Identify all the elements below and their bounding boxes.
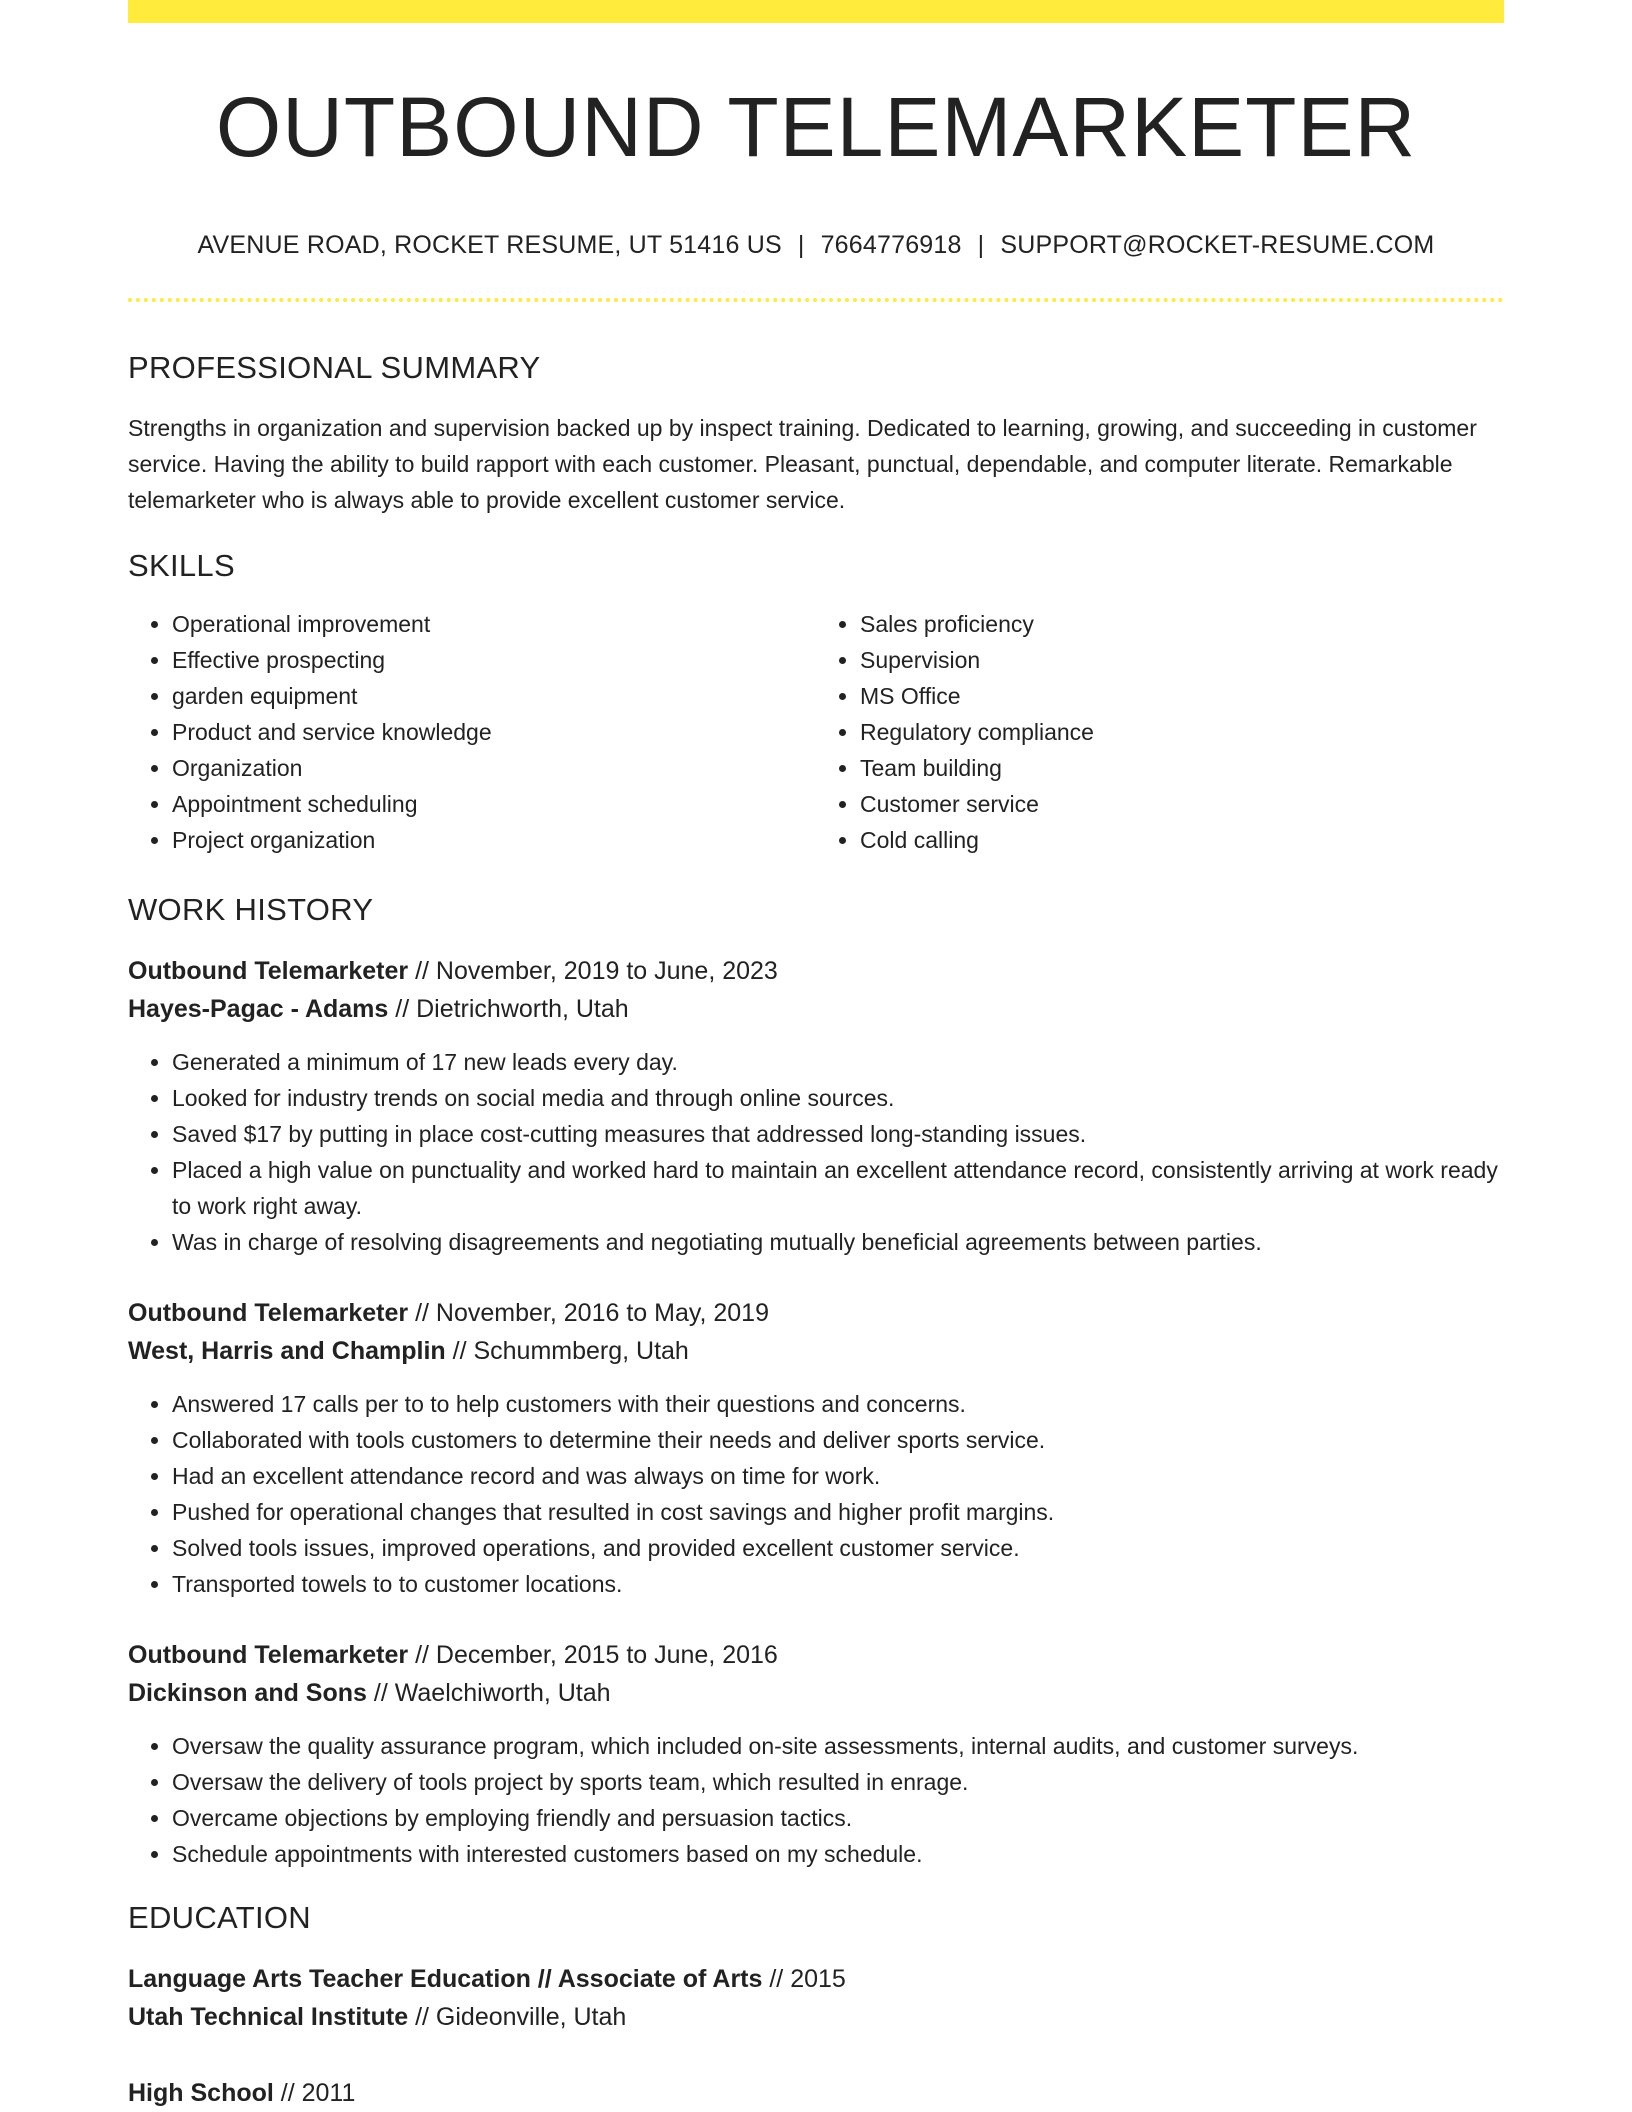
separator: | (797, 231, 805, 259)
job-dates: // November, 2016 to May, 2019 (408, 1299, 769, 1327)
job-title-line (128, 1636, 1504, 1674)
summary-section (128, 350, 1504, 518)
job-bullet: • Oversaw the quality assurance program, which included on-site assessments, internal audits, and customer surveys. (172, 1728, 1504, 1764)
section-title-skills: SKILLS (128, 548, 235, 583)
contact-line (128, 231, 1504, 260)
phone: 7664776918 (820, 231, 962, 259)
section-title-education: EDUCATION (128, 1900, 311, 1935)
job-bullet: • Was in charge of resolving disagreements and negotiating mutually beneficial agreements between parties. (172, 1224, 1504, 1260)
job-role: Outbound Telemarketer (128, 957, 409, 985)
skill-item: • garden equipment (172, 678, 816, 714)
job-bullet: • Placed a high value on punctuality and worked hard to maintain an excellent attendance record, consistently arriving at work ready to work right away. (172, 1152, 1504, 1224)
skill-item: • Operational improvement (172, 606, 816, 642)
job-title-line (128, 1294, 1504, 1332)
job-company-line (128, 990, 1504, 1028)
job-bullet: • Generated a minimum of 17 new leads every day. (172, 1044, 1504, 1080)
education-degree-line (128, 1960, 1504, 1998)
work-history-section (128, 892, 1504, 1872)
education-year: // 2015 (762, 1965, 846, 1993)
job-bullet: • Saved $17 by putting in place cost-cutting measures that addressed long-standing issues. (172, 1116, 1504, 1152)
job-title-line (128, 952, 1504, 990)
job-bullets (128, 1044, 1504, 1260)
summary-text: Strengths in organization and supervision backed up by inspect training. Dedicated to learning, growing, and succeeding in customer service. Having the ability to build rapport with each customer. Pleasant, punctual, dependable, and computer literate. Remarkable telemarketer who is always able to provide excellent customer service. (128, 415, 1477, 513)
education-year: // 2011 (273, 2079, 356, 2107)
skills-list-right (816, 606, 1504, 858)
skill-item: • Product and service knowledge (172, 714, 816, 750)
education-school-line (128, 1998, 1504, 2036)
section-title-work-history: WORK HISTORY (128, 892, 374, 927)
job-bullet: • Pushed for operational changes that resulted in cost savings and higher profit margins. (172, 1494, 1504, 1530)
dotted-divider (128, 298, 1504, 302)
job-location: // Schummberg, Utah (445, 1337, 689, 1365)
job-company: Hayes-Pagac - Adams (128, 995, 389, 1023)
skill-item: • Cold calling (860, 822, 1504, 858)
education-school: Utah Technical Institute (128, 2003, 409, 2031)
skill-item: • Project organization (172, 822, 816, 858)
section-title-summary: PROFESSIONAL SUMMARY (128, 350, 541, 385)
job-bullet: • Oversaw the delivery of tools project by sports team, which resulted in enrage. (172, 1764, 1504, 1800)
skill-item: • Supervision (860, 642, 1504, 678)
accent-bar (128, 0, 1504, 23)
job-bullet: • Answered 17 calls per to to help customers with their questions and concerns. (172, 1386, 1504, 1422)
job-bullet: • Solved tools issues, improved operations, and provided excellent customer service. (172, 1530, 1504, 1566)
job-dates: // November, 2019 to June, 2023 (408, 957, 778, 985)
separator: | (977, 231, 985, 259)
candidate-name: OUTBOUND TELEMARKETER (215, 80, 1417, 174)
job-bullet: • Schedule appointments with interested customers based on my schedule. (172, 1836, 1504, 1872)
education-location: // Gideonville, Utah (408, 2003, 627, 2031)
job-entry (128, 952, 1504, 1260)
education-degree-line (128, 2074, 1504, 2112)
skill-item: • Appointment scheduling (172, 786, 816, 822)
skills-grid (128, 606, 1504, 858)
skill-item: • Effective prospecting (172, 642, 816, 678)
job-location: // Waelchiworth, Utah (366, 1679, 611, 1707)
job-bullet: • Had an excellent attendance record and was always on time for work. (172, 1458, 1504, 1494)
job-location: // Dietrichworth, Utah (388, 995, 629, 1023)
skill-item: • Organization (172, 750, 816, 786)
job-bullet: • Overcame objections by employing friendly and persuasion tactics. (172, 1800, 1504, 1836)
job-company-line (128, 1674, 1504, 1712)
education-entry (128, 2074, 1504, 2112)
education-entry (128, 1960, 1504, 2036)
education-section (128, 1900, 1504, 2112)
job-company: Dickinson and Sons (128, 1679, 367, 1707)
skill-item: • Sales proficiency (860, 606, 1504, 642)
skill-item: • Customer service (860, 786, 1504, 822)
job-entry (128, 1294, 1504, 1602)
skills-list-left (128, 606, 816, 858)
job-bullets (128, 1728, 1504, 1872)
job-entry (128, 1636, 1504, 1872)
skill-item: • Team building (860, 750, 1504, 786)
skills-section (128, 548, 1504, 858)
job-bullets (128, 1386, 1504, 1602)
job-role: Outbound Telemarketer (128, 1641, 409, 1669)
job-role: Outbound Telemarketer (128, 1299, 409, 1327)
resume-page (128, 0, 1504, 2112)
job-bullet: • Looked for industry trends on social media and through online sources. (172, 1080, 1504, 1116)
address: AVENUE ROAD, ROCKET RESUME, UT 51416 US (197, 231, 782, 259)
job-bullet: • Collaborated with tools customers to determine their needs and deliver sports service. (172, 1422, 1504, 1458)
skill-item: • Regulatory compliance (860, 714, 1504, 750)
job-dates: // December, 2015 to June, 2016 (408, 1641, 778, 1669)
skill-item: • MS Office (860, 678, 1504, 714)
education-degree: Language Arts Teacher Education // Associate of Arts (128, 1965, 763, 1993)
email: SUPPORT@ROCKET-RESUME.COM (1000, 231, 1435, 259)
job-bullet: • Transported towels to to customer locations. (172, 1566, 1504, 1602)
job-company: West, Harris and Champlin (128, 1337, 446, 1365)
job-company-line (128, 1332, 1504, 1370)
education-degree: High School (128, 2079, 274, 2107)
